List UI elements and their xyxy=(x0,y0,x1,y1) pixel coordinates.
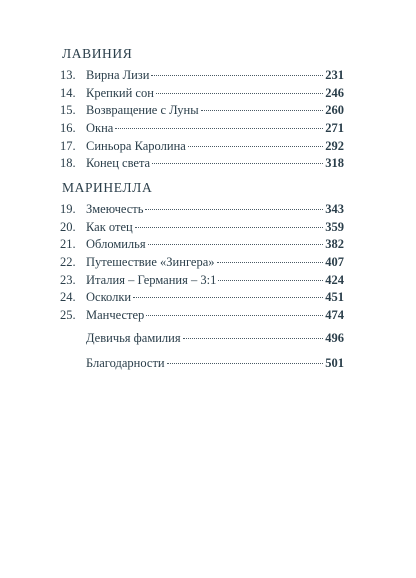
dot-leader xyxy=(135,227,324,228)
dot-leader xyxy=(151,75,323,76)
entry-page: 271 xyxy=(325,121,344,136)
toc-entry[interactable] xyxy=(60,255,344,273)
entry-title: Осколки xyxy=(86,290,132,305)
entry-title: Вирна Лизи xyxy=(86,68,150,82)
entry-page: 501 xyxy=(325,356,344,370)
section-heading: МАРИНЕЛЛА xyxy=(62,180,153,195)
toc-entry-acknowledgements[interactable] xyxy=(86,356,344,371)
entry-number: 16. xyxy=(60,121,76,136)
dot-leader xyxy=(217,262,324,263)
toc-entry[interactable] xyxy=(60,121,344,139)
entry-title: Путешествие «Зингера» xyxy=(86,255,215,270)
dot-leader xyxy=(183,338,324,339)
dot-leader xyxy=(201,110,324,111)
dot-leader xyxy=(146,315,323,316)
entry-number: 23. xyxy=(60,272,76,287)
dot-leader xyxy=(167,363,324,364)
entry-page: 246 xyxy=(325,85,344,100)
entry-title: Крепкий сон xyxy=(86,85,154,100)
entry-number: 14. xyxy=(60,85,76,100)
entry-number: 20. xyxy=(60,219,76,234)
entry-title: Окна xyxy=(86,121,114,136)
entry-title: Девичья фамилия xyxy=(86,331,181,345)
entry-page: 318 xyxy=(325,156,344,171)
toc-section-lavinia xyxy=(60,46,344,174)
dot-leader xyxy=(152,163,323,164)
entry-page: 359 xyxy=(325,219,344,234)
entry-page: 343 xyxy=(325,202,344,216)
entry-number: 19. xyxy=(60,202,76,216)
entry-title: Манчестер xyxy=(86,308,145,323)
dot-leader xyxy=(188,146,323,147)
section-heading: ЛАВИНИЯ xyxy=(62,46,133,61)
entry-page: 382 xyxy=(325,237,344,252)
entry-number: 13. xyxy=(60,68,76,82)
toc-entry[interactable] xyxy=(60,220,344,238)
entry-page: 474 xyxy=(325,308,344,323)
entry-number: 18. xyxy=(60,156,76,171)
dot-leader xyxy=(148,244,324,245)
entry-number: 21. xyxy=(60,237,76,252)
entry-page: 424 xyxy=(325,272,344,287)
dot-leader xyxy=(133,297,323,298)
entry-title: Змеючесть xyxy=(86,202,144,216)
toc-entry[interactable] xyxy=(60,202,344,220)
entry-number: 24. xyxy=(60,290,76,305)
toc-entry[interactable] xyxy=(60,273,344,291)
toc-entry[interactable] xyxy=(60,86,344,104)
dot-leader xyxy=(156,93,323,94)
toc-entry[interactable] xyxy=(60,237,344,255)
entry-page: 407 xyxy=(325,255,344,270)
toc-entry-maiden-name[interactable] xyxy=(86,331,344,346)
entry-title: Благодарности xyxy=(86,356,165,370)
entry-number: 17. xyxy=(60,138,76,153)
toc-entry[interactable] xyxy=(60,103,344,121)
dot-leader xyxy=(115,128,323,129)
entry-title: Обломилья xyxy=(86,237,146,252)
toc-entry[interactable] xyxy=(60,156,344,174)
entry-title: Возвращение с Луны xyxy=(86,103,199,118)
dot-leader xyxy=(145,209,323,210)
entry-title: Италия – Германия – 3:1 xyxy=(86,272,217,287)
entry-page: 260 xyxy=(325,103,344,118)
entry-title: Конец света xyxy=(86,156,151,171)
entry-number: 15. xyxy=(60,103,76,118)
toc-entry[interactable] xyxy=(60,139,344,157)
entry-page: 496 xyxy=(325,331,344,345)
toc-entry[interactable] xyxy=(60,68,344,86)
entry-page: 231 xyxy=(325,68,344,82)
dot-leader xyxy=(218,280,323,281)
entry-title: Синьора Каролина xyxy=(86,138,186,153)
entry-number: 25. xyxy=(60,308,76,323)
toc-entry[interactable] xyxy=(60,290,344,308)
toc-entry[interactable] xyxy=(60,308,344,326)
entry-number: 22. xyxy=(60,255,76,270)
entry-page: 451 xyxy=(325,290,344,305)
toc-section-marinella xyxy=(60,180,344,326)
entry-title: Как отец xyxy=(86,219,133,234)
entry-page: 292 xyxy=(325,138,344,153)
